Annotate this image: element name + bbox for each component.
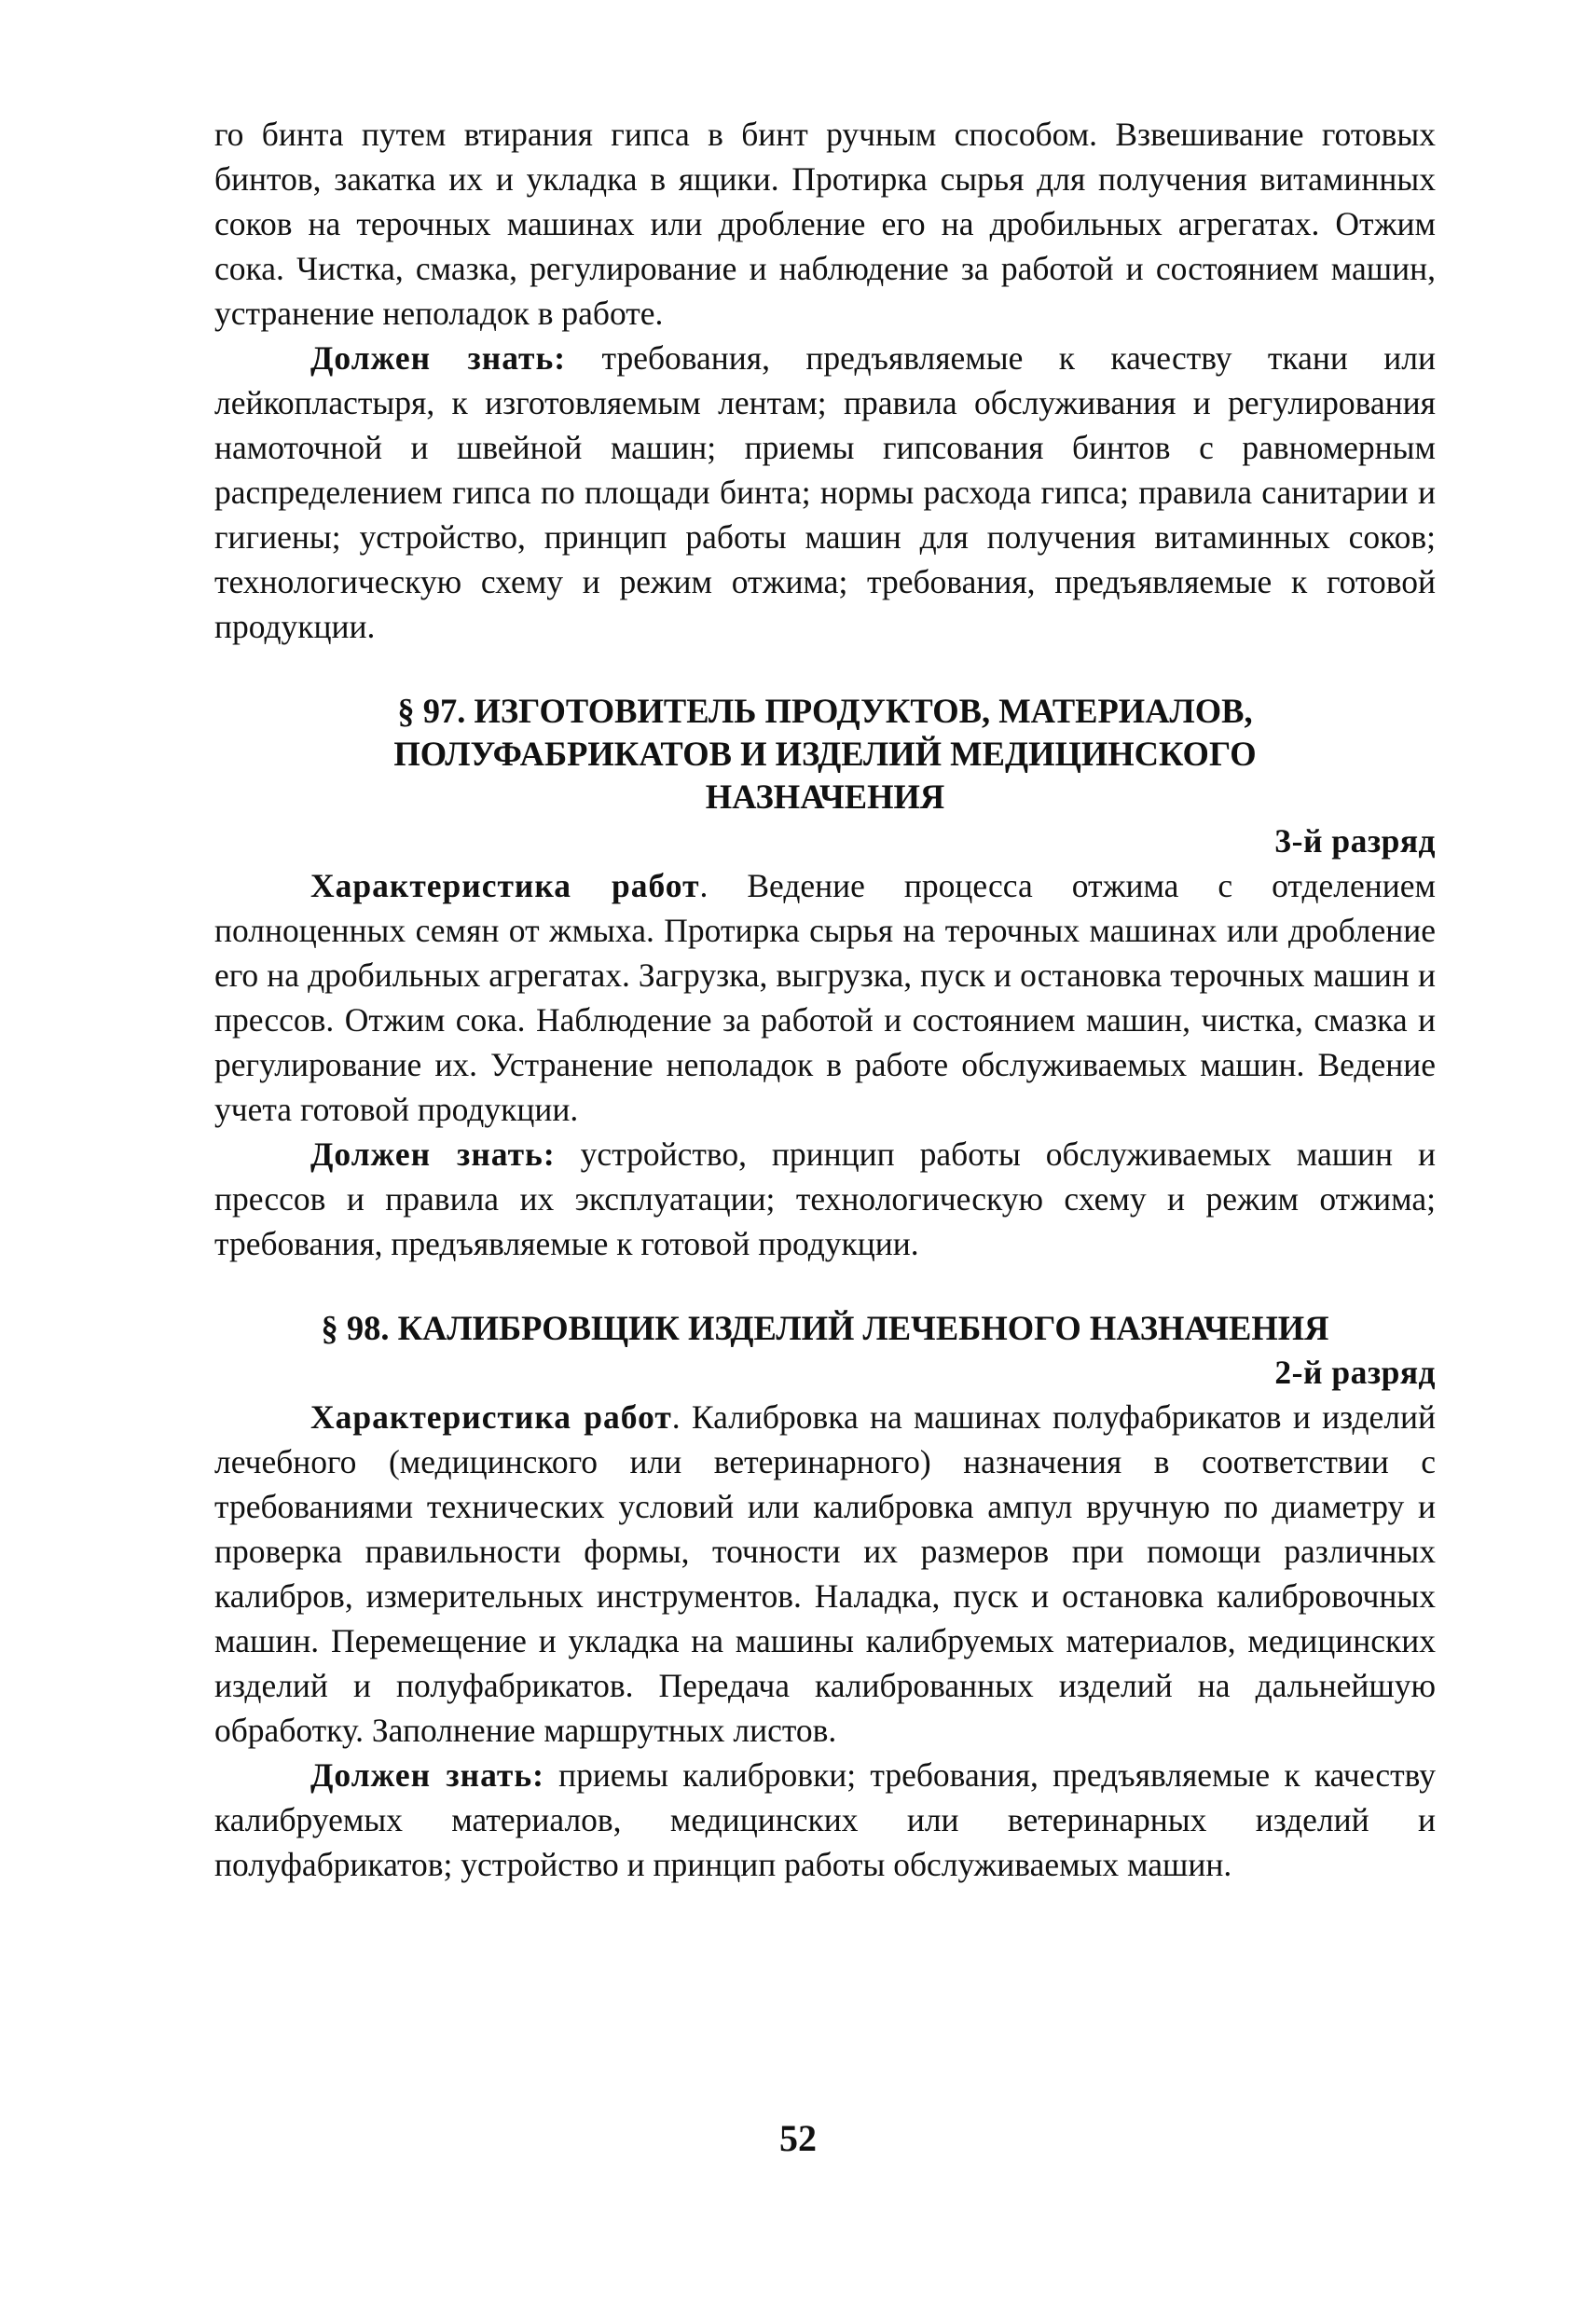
knowledge-label: Должен знать: bbox=[310, 1756, 544, 1794]
section-97-knowledge-paragraph bbox=[214, 1132, 1436, 1266]
section-98-knowledge-paragraph bbox=[214, 1753, 1436, 1887]
work-text: . Калибровка на машинах полуфабрикатов и изделий лечебного (медицинского или ветеринарного) назначения в соответствии с требованиями технических условий или калибровка ампул вручную по диаметру и проверка правильности формы, точности их размеров при помощи различных калибров, измерительных инструментов. Наладка, пуск и остановка калибровочных машин. Перемещение и укладка на машины калибруемых материалов, медицинских изделий и полуфабрикатов. Передача калиброванных изделий на дальнейшую обработку. Заполнение маршрутных листов. bbox=[214, 1398, 1436, 1749]
section-97-title bbox=[214, 690, 1436, 819]
section-97-title-line2: ПОЛУФАБРИКАТОВ И ИЗДЕЛИЙ МЕДИЦИНСКОГО bbox=[393, 735, 1257, 773]
intro-text: го бинта путем втирания гипса в бинт ручным способом. Взвешивание готовых бинтов, закатка их и укладка в ящики. Протирка сырья для получения витаминных соков на терочных машинах или дробление его на дробильных агрегатах. Отжим сока. Чистка, смазка, регулирование и наблюдение за работой и состоянием машин, устранение неполадок в работе. bbox=[214, 116, 1436, 332]
document-page bbox=[214, 112, 1436, 1887]
section-97-work-paragraph bbox=[214, 863, 1436, 1132]
intro-knowledge-paragraph bbox=[214, 336, 1436, 649]
knowledge-label: Должен знать: bbox=[310, 1135, 556, 1173]
section-97-grade: 3-й разряд bbox=[1274, 822, 1436, 860]
section-98-title: § 98. КАЛИБРОВЩИК ИЗДЕЛИЙ ЛЕЧЕБНОГО НАЗНАЧЕНИЯ bbox=[321, 1309, 1329, 1347]
work-label: Характеристика работ bbox=[310, 867, 700, 904]
knowledge-text: требования, предъявляемые к качеству ткани или лейкопластыря, к изготовляемым лентам; правила обслуживания и регулирования намоточной и швейной машин; приемы гипсования бинтов с равномерным распределением гипса по площади бинта; нормы расхода гипса; правила санитарии и гигиены; устройство, принцип работы машин для получения витаминных соков; технологическую схему и режим отжима; требования, предъявляемые к готовой продукции. bbox=[214, 339, 1436, 645]
section-97-title-line3: НАЗНАЧЕНИЯ bbox=[705, 778, 945, 816]
work-label: Характеристика работ bbox=[310, 1398, 672, 1436]
knowledge-label: Должен знать: bbox=[310, 339, 567, 377]
work-text: . Ведение процесса отжима с отделением полноценных семян от жмыха. Протирка сырья на терочных машинах или дробление его на дробильных агрегатах. Загрузка, выгрузка, пуск и остановка терочных машин и прессов. Отжим сока. Наблюдение за работой и состоянием машин, чистка, смазка и регулирование их. Устранение неполадок в работе обслуживаемых машин. Ведение учета готовой продукции. bbox=[214, 867, 1436, 1128]
section-98-grade: 2-й разряд bbox=[1274, 1354, 1436, 1391]
section-97-title-line1: § 97. ИЗГОТОВИТЕЛЬ ПРОДУКТОВ, МАТЕРИАЛОВ, bbox=[397, 692, 1253, 730]
section-98-work-paragraph bbox=[214, 1395, 1436, 1753]
knowledge-text: устройство, принцип работы обслуживаемых машин и прессов и правила их эксплуатации; технологическую схему и режим отжима; требования, предъявляемые к готовой продукции. bbox=[214, 1135, 1436, 1262]
page-number: 52 bbox=[779, 2117, 817, 2159]
intro-paragraph bbox=[214, 112, 1436, 336]
knowledge-text: приемы калибровки; требования, предъявляемые к качеству калибруемых материалов, медицинских или ветеринарных изделий и полуфабрикатов; устройство и принцип работы обслуживаемых машин. bbox=[214, 1756, 1436, 1883]
